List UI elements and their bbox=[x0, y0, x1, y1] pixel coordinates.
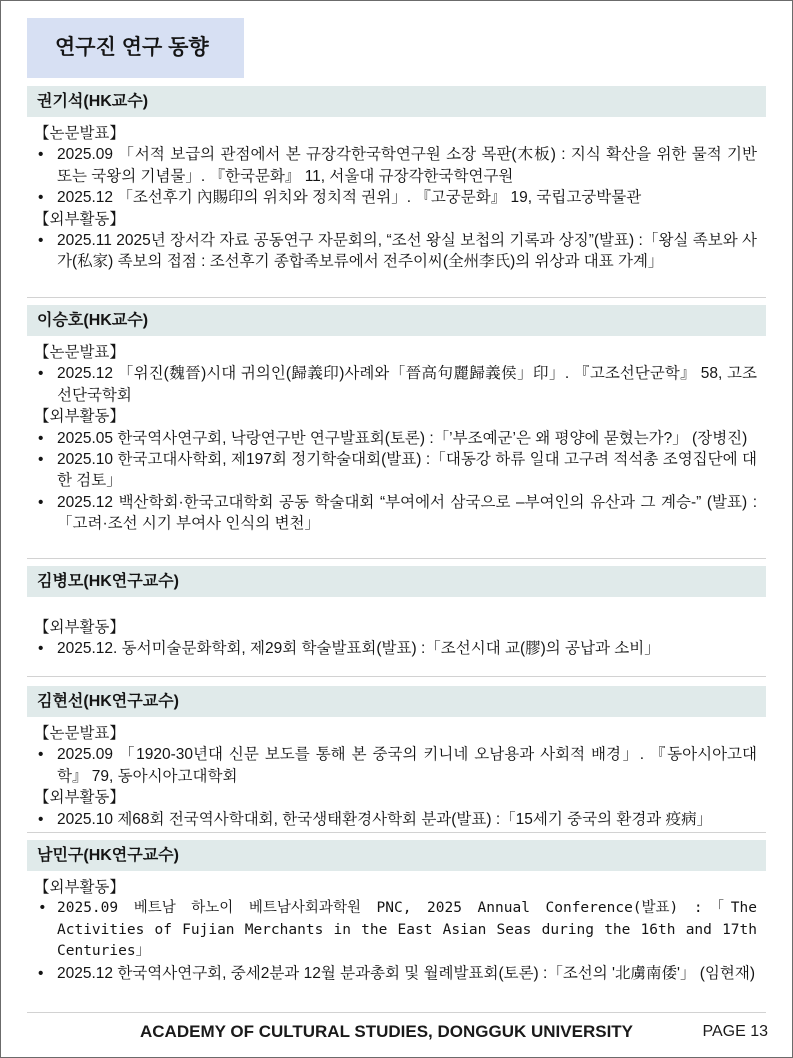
researcher-section bbox=[27, 566, 766, 677]
category-label: 【논문발표】 bbox=[34, 344, 125, 361]
section-divider bbox=[27, 558, 766, 559]
page-title: 연구진 연구 동향 bbox=[55, 36, 209, 59]
bullet-item: • 2025.12 한국역사연구회, 중세2분과 12월 분과총회 및 월례발표회(토론) :「조선의 '北虜南倭'」 (임현재) bbox=[27, 963, 766, 984]
bullet-item: • 2025.12 백산학회·한국고대학회 공동 학술대회 “부여에서 삼국으로 –부여인의 유산과 그 계승-” (발표) :「고려·조선 시기 부여사 인식의 변천」 bbox=[27, 492, 766, 535]
researcher-name-header: 남민구(HK연구교수) bbox=[27, 840, 766, 871]
page-number: PAGE 13 bbox=[702, 1023, 768, 1040]
researcher-section bbox=[27, 686, 766, 833]
category-label: 【논문발표】 bbox=[34, 725, 125, 742]
bullet-item: • 2025.11 2025년 장서각 자료 공동연구 자문회의, “조선 왕실 보첩의 기록과 상징”(발표) :「왕실 족보와 사가(私家) 족보의 접점 : 조선후기 종합족보류에서 전주이씨(全州李氏)의 위상과 대표 가계」 bbox=[27, 230, 766, 273]
bullet-item: • 2025.09 「서적 보급의 관점에서 본 규장각한국학연구원 소장 목판(木板) : 지식 확산을 위한 물적 기반 또는 국왕의 기념물」. 『한국문화』 11, 서울대 규장각한국학연구원 bbox=[27, 144, 766, 187]
section-body bbox=[27, 871, 766, 984]
blank-line bbox=[27, 603, 766, 617]
category-label: 【논문발표】 bbox=[34, 125, 125, 142]
researcher-name-header: 권기석(HK교수) bbox=[27, 86, 766, 117]
researcher-name-header: 김현선(HK연구교수) bbox=[27, 686, 766, 717]
category-label: 【외부활동】 bbox=[34, 789, 125, 807]
section-body bbox=[27, 597, 766, 660]
bullet-item: • 2025.09 「1920-30년대 신문 보도를 통해 본 중국의 키니네 오남용과 사회적 배경」. 『동아시아고대학』 79, 동아시아고대학회 bbox=[27, 744, 766, 787]
section-body bbox=[27, 717, 766, 830]
bullet-item: • 2025.12 「위진(魏晉)시대 귀의인(歸義印)사례와「晉高句麗歸義侯」印」. 『고조선단군학』 58, 고조선단국학회 bbox=[27, 363, 766, 406]
bullet-item: • 2025.10 제68회 전국역사학대회, 한국생태환경사학회 분과(발표) :「15세기 중국의 환경과 疫病」 bbox=[27, 809, 766, 830]
bullet-item: • 2025.10 한국고대사학회, 제197회 정기학술대회(발표) :「대동강 하류 일대 고구려 적석총 조영집단에 대한 검토」 bbox=[27, 449, 766, 492]
category-label: 【외부활동】 bbox=[34, 408, 125, 426]
category-label: 【외부활동】 bbox=[34, 619, 125, 636]
section-divider bbox=[27, 297, 766, 298]
researcher-section bbox=[27, 305, 766, 559]
researcher-section bbox=[27, 86, 766, 298]
researcher-name-header: 이승호(HK교수) bbox=[27, 305, 766, 336]
bullet-item: • 2025.05 한국역사연구회, 낙랑연구반 연구발표회(토론) :「’부조예군’은 왜 평양에 묻혔는가?」 (장병진) bbox=[27, 428, 766, 449]
section-divider bbox=[27, 832, 766, 833]
category-label: 【외부활동】 bbox=[34, 879, 125, 896]
bullet-item: • 2025.12 「조선후기 內賜印의 위치와 정치적 권위」. 『고궁문화』 19, 국립고궁박물관 bbox=[27, 187, 766, 208]
section-body bbox=[27, 117, 766, 273]
category-label: 【외부활동】 bbox=[34, 210, 125, 228]
bullet-item: • 2025.12. 동서미술문화학회, 제29회 학술발표회(발표) :「조선시대 교(膠)의 공납과 소비」 bbox=[27, 638, 766, 659]
section-divider bbox=[27, 1012, 766, 1013]
section-body bbox=[27, 336, 766, 535]
researcher-section bbox=[27, 840, 766, 1013]
researcher-name-header: 김병모(HK연구교수) bbox=[27, 566, 766, 597]
section-divider bbox=[27, 676, 766, 677]
page-title-box bbox=[27, 18, 244, 78]
bullet-item: • 2025.09 베트남 하노이 베트남사회과학원 PNC, 2025 Annual Conference(발표) :「The Activities of Fujian Merchants in the East Asian Seas during the 16th and 17th Centuries」 bbox=[27, 898, 766, 962]
footer-organization: ACADEMY OF CULTURAL STUDIES, DONGGUK UNIVERSITY bbox=[140, 1022, 634, 1041]
